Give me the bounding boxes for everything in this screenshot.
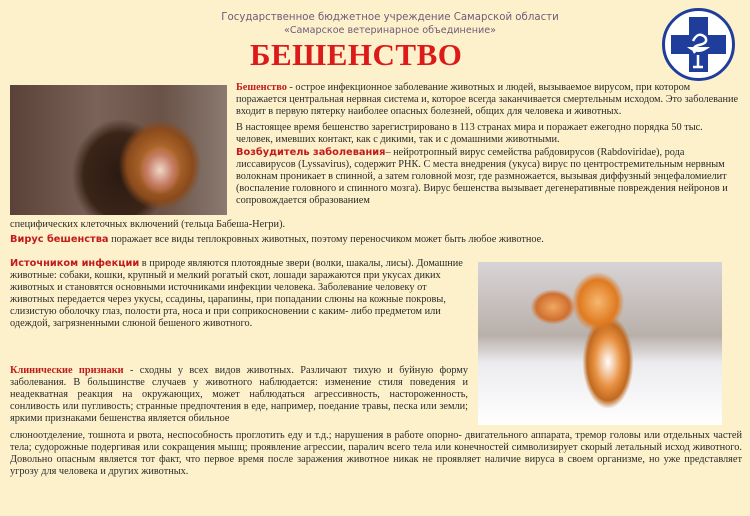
- page-title: БЕШЕНСТВО: [250, 37, 463, 72]
- pathogen-text-cont: специфических клеточных включений (тельца Бабеша-Негри).: [10, 219, 286, 230]
- org-name-line1: Государственное бюджетное учреждение Самарской области: [221, 12, 559, 23]
- pathogen-text: – нейротропный вирус семейства рабдовирусов (Rabdoviridae), рода лиссавирусов (Lyssavirus), содержит РНК. С места внедрения (укуса) вирус по центростремительным нервным волокнам проникает в спинной, а затем головной мозг, где размножается, вызывая диффузный энцефаломиелит (воспаление головного и спинного мозга). Вирус бешенства вызывает дегенеративные повреждения нейронов и сопровождается образованием: [236, 147, 728, 207]
- definition-text: - острое инфекционное заболевание животных и людей, вызываемое вирусом, при котором поражается центральная нервная система и, которое всегда заканчивается смертельным исходом. Это заболевание входит в первую пятерку наиболее опасных болезней, общих для человека и животных.: [236, 82, 739, 118]
- virus-label: Вирус бешенства: [10, 234, 109, 245]
- clinical-continuation: [10, 430, 742, 478]
- definition-text-2: В настоящее время бешенство зарегистрировано в 113 странах мира и поражает ежегодно порядка 50 тыс. человек, имевших контакт, как с дикими, так и с домашними животными.: [236, 122, 703, 146]
- clinical-text-cont: слюноотделение, тошнота и рвота, неспособность проглотить еду и т.д.; нарушения в работе опорно- двигательного аппарата, тремор головы или отдельных частей тела; судорожные подергивая или сокращения мышц; проявление агрессии, паралич всего тела или конечностей символизирует скорый летальный исход животного. Довольно опасным является тот факт, что первое время после заражения животное никак не проявляет наличие вируса в своем организме, но уже представляет угрозу для человека и других животных.: [10, 430, 742, 478]
- pathogen-paragraph: [236, 147, 741, 207]
- virus-text: поражает все виды теплокровных животных, поэтому переносчиком может быть любое животное.: [108, 234, 544, 245]
- snarling-dog-image: [10, 85, 227, 215]
- virus-paragraph: [10, 234, 610, 246]
- source-text: в природе являются плотоядные звери (волки, шакалы, лисы). Домашние животные: собаки, кошки, крупный и мелкий рогатый скот, лошади заражаются при укусах диких животных и становятся основными источниками инфекции человека. Заболевание человеку от животных передается через укусы, ссадины, царапины, при попадании слюны на кожные покровы, слизистую оболочку глаз, полости рта, носа и при соприкосновении с каким- либо предметом или одеждой, загрязненными слюной бешеного животного.: [10, 258, 463, 330]
- definition-label: Бешенство: [236, 82, 287, 93]
- clinical-text: - сходны у всех видов животных. Различают тихую и буйную форму заболевания. В большинстве случаев у животного наблюдается: изменение стиля поведения и неадекватная реакция на окружающих, может наблюдаться агрессивность, настороженность, сонливость или пугливость; странные предпочтения в еде, например, поедание травы, песка или земли; яркими признаками бешенства является обильное: [10, 365, 469, 425]
- source-label: Источником инфекции: [10, 258, 140, 269]
- definition-paragraph-2: [236, 122, 741, 146]
- pathogen-continuation: [10, 219, 610, 231]
- vet-logo-icon: [662, 8, 735, 81]
- fox-in-snow-image: [478, 262, 722, 425]
- source-paragraph: [10, 258, 465, 331]
- definition-paragraph: [236, 82, 741, 118]
- clinical-label: Клинические признаки: [10, 365, 124, 376]
- org-name-line2: «Самарское ветеринарное объединение»: [283, 25, 497, 36]
- pathogen-label: Возбудитель заболевания: [236, 147, 386, 158]
- clinical-paragraph: [10, 365, 468, 425]
